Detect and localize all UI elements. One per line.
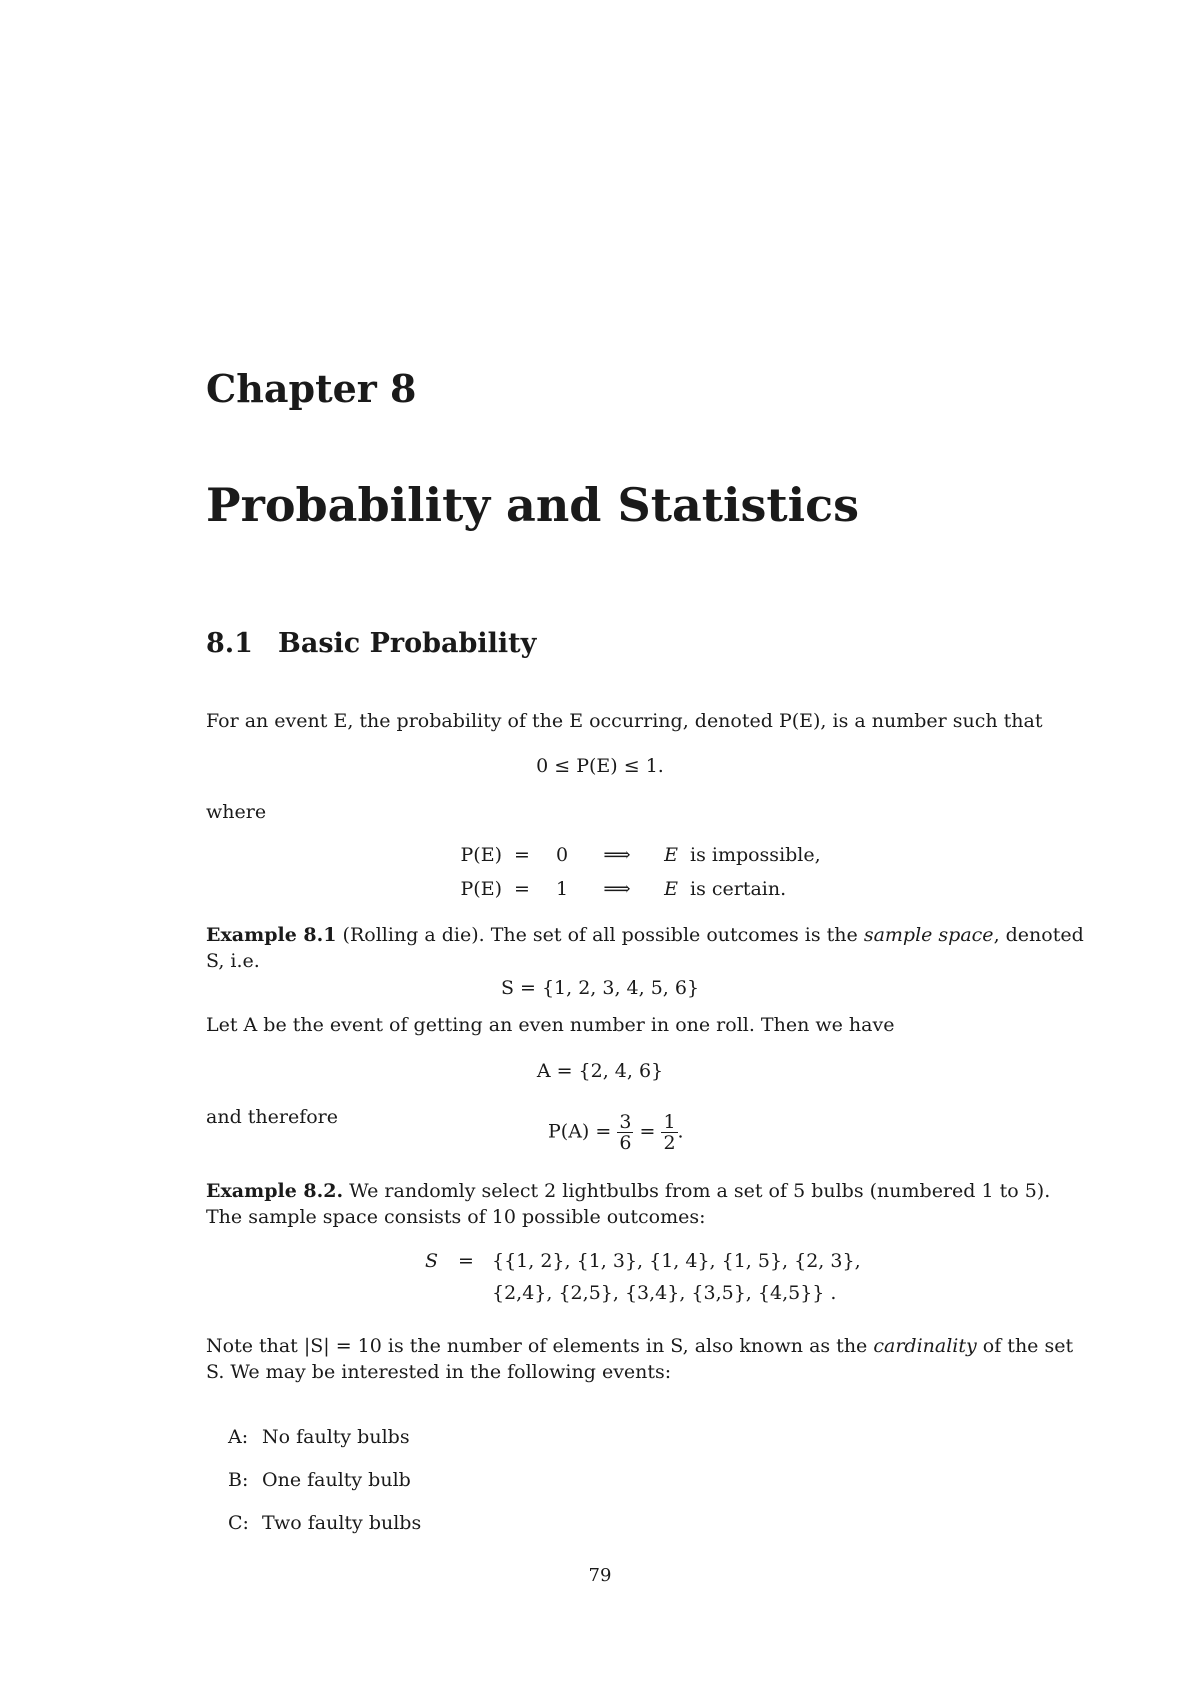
section-title: Basic Probability	[278, 628, 537, 659]
probability-cases	[432, 838, 821, 906]
note-text-after: of the set	[982, 1335, 1074, 1357]
fraction-three-sixths	[617, 1112, 633, 1153]
event-list	[228, 1426, 421, 1555]
event-key: A:	[228, 1426, 249, 1448]
section-heading	[206, 628, 536, 659]
example-1-label: Example 8.1	[206, 924, 337, 946]
cardinality-term: cardinality	[873, 1335, 977, 1357]
page-number: 79	[588, 1565, 612, 1586]
sample-space-equation: S = {1, 2, 3, 4, 5, 6}	[500, 977, 700, 999]
event-a-description: Let A be the event of getting an even number in one roll. Then we have	[206, 1014, 895, 1036]
case-desc: is impossible,	[690, 844, 821, 866]
example-1-line2: S, i.e.	[206, 950, 260, 972]
case-eq: =	[514, 878, 530, 900]
set-row-2-values: {2,4}, {2,5}, {3,4}, {3,5}, {4,5}} .	[492, 1282, 837, 1304]
note-text: Note that |S| = 10 is the number of elements in S, also known as the	[206, 1335, 868, 1357]
prob-period: .	[677, 1120, 684, 1143]
example-2-line1	[206, 1178, 1050, 1204]
cardinality-note-line2: S. We may be interested in the following events:	[206, 1361, 672, 1383]
example-2-line2: The sample space consists of 10 possible outcomes:	[206, 1206, 706, 1228]
probability-bounds: 0 ≤ P(E) ≤ 1.	[536, 755, 664, 777]
case-lhs: P(E)	[460, 844, 502, 866]
case-value: 0	[555, 844, 569, 866]
set-lhs: S	[425, 1250, 439, 1272]
chapter-label: Chapter 8	[206, 366, 417, 411]
implies-arrow: ⟹	[603, 878, 631, 900]
set-eq: =	[458, 1250, 474, 1272]
fraction-one-half	[661, 1112, 677, 1153]
probability-of-a-equation	[548, 1112, 684, 1153]
list-item	[228, 1426, 421, 1469]
case-desc: is certain.	[690, 878, 787, 900]
event-key: B:	[228, 1469, 249, 1491]
frac1-numerator: 3	[619, 1111, 632, 1133]
frac1-denominator: 6	[619, 1132, 632, 1154]
example-2-label: Example 8.2.	[206, 1180, 344, 1202]
example-1-text: The set of all possible outcomes is the	[490, 924, 858, 946]
case-var: E	[664, 878, 678, 900]
example-2-text: We randomly select 2 lightbulbs from a set of 5 bulbs (numbered 1 to 5).	[349, 1180, 1051, 1202]
case-row-certain	[432, 872, 821, 906]
case-eq: =	[514, 844, 530, 866]
example-1-line1	[206, 922, 1084, 948]
prob-eq: =	[639, 1120, 656, 1143]
intro-paragraph: For an event E, the probability of the E occurring, denoted P(E), is a number such that	[206, 710, 1043, 732]
section-number: 8.1	[206, 628, 253, 659]
frac2-numerator: 1	[663, 1111, 676, 1133]
event-desc: Two faulty bulbs	[262, 1512, 422, 1534]
event-a-equation: A = {2, 4, 6}	[536, 1060, 664, 1082]
cardinality-note-line1	[206, 1333, 1073, 1359]
prob-lhs: P(A) =	[548, 1120, 612, 1143]
implies-arrow: ⟹	[603, 844, 631, 866]
set-row-1-values: {{1, 2}, {1, 3}, {1, 4}, {1, 5}, {2, 3},	[492, 1250, 861, 1272]
sample-space-term: sample space	[863, 924, 994, 946]
frac2-denominator: 2	[663, 1132, 676, 1154]
case-value: 1	[555, 878, 569, 900]
example-1-paren: (Rolling a die).	[342, 924, 485, 946]
where-label: where	[206, 801, 267, 823]
case-row-impossible	[432, 838, 821, 872]
list-item	[228, 1512, 421, 1555]
chapter-title: Probability and Statistics	[206, 478, 860, 532]
event-desc: One faulty bulb	[262, 1469, 411, 1491]
event-key: C:	[228, 1512, 249, 1534]
therefore-label: and therefore	[206, 1106, 339, 1128]
example-1-text-after: , denoted	[993, 924, 1084, 946]
case-lhs: P(E)	[460, 878, 502, 900]
event-desc: No faulty bulbs	[262, 1426, 410, 1448]
case-var: E	[664, 844, 678, 866]
list-item	[228, 1469, 421, 1512]
